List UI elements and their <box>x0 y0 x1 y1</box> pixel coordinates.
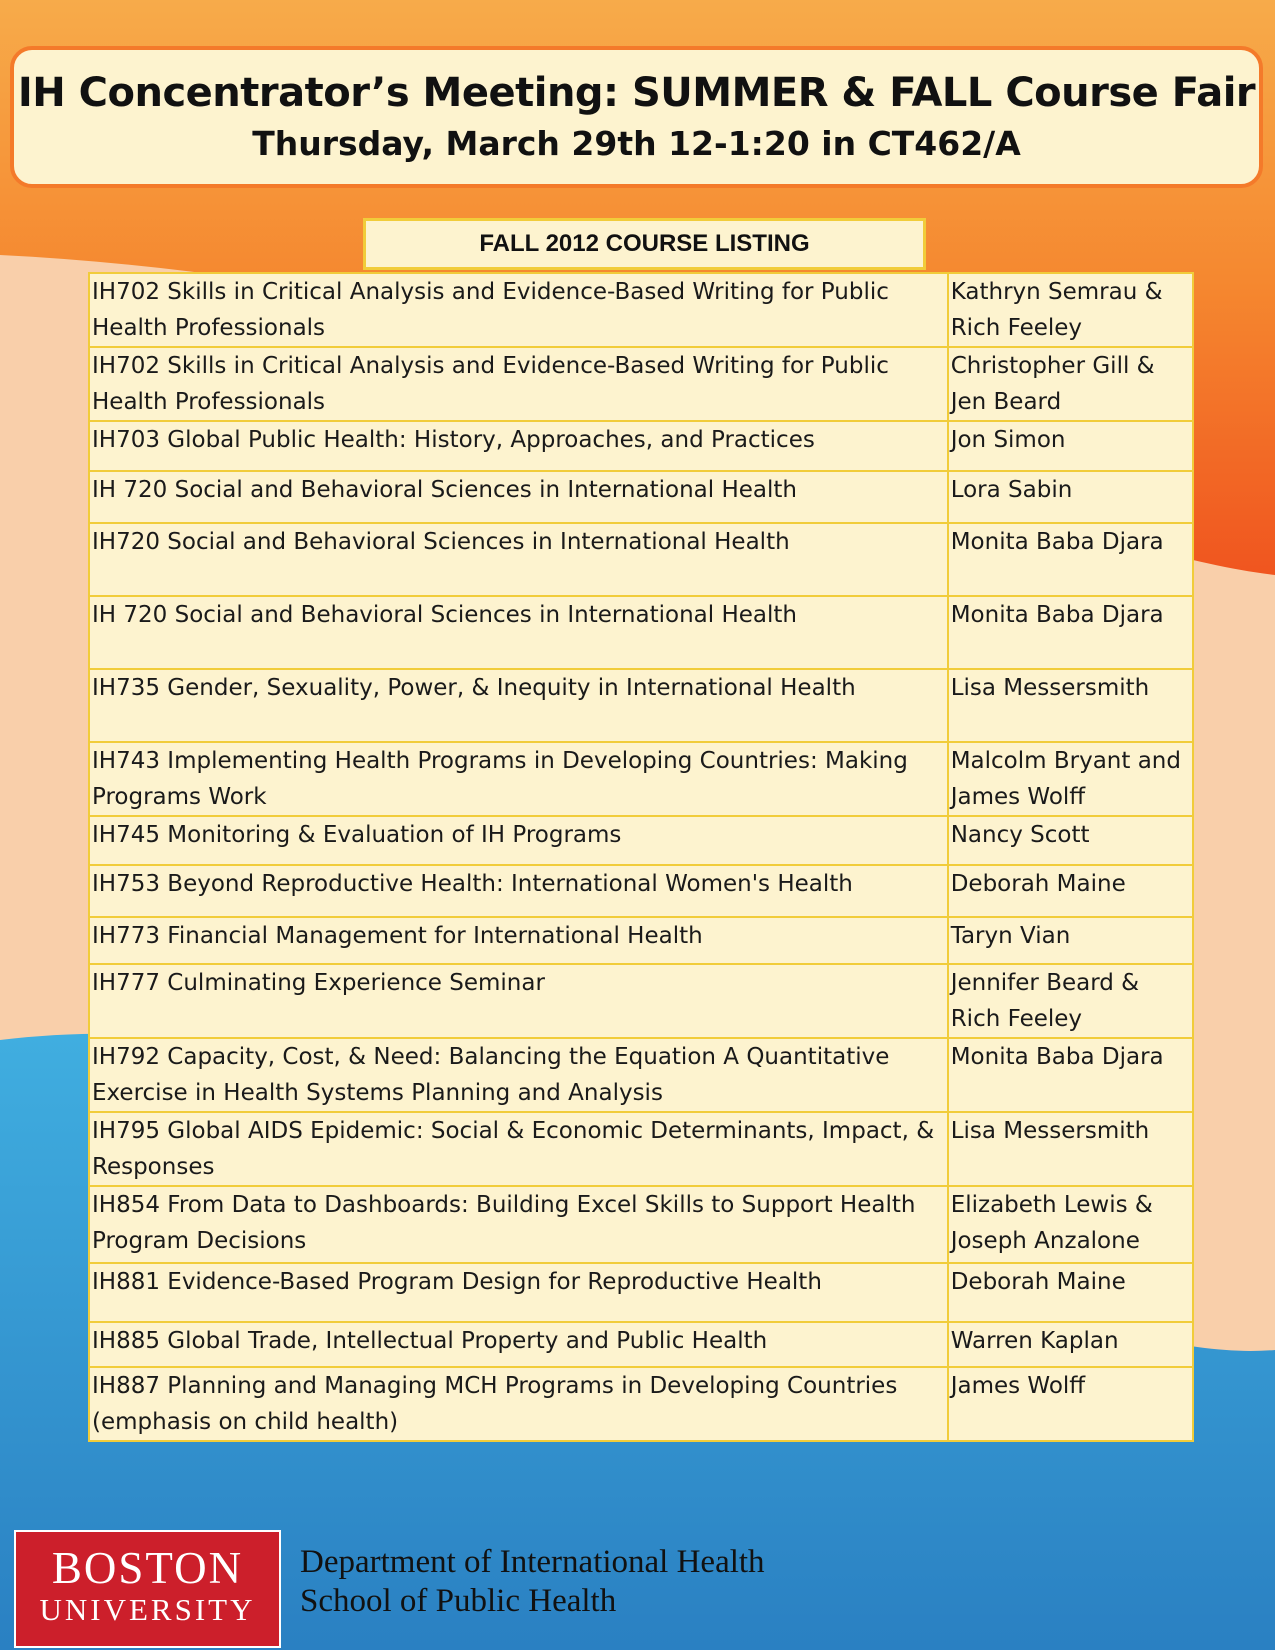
course-instructor: Jon Simon <box>948 421 1193 471</box>
course-title: IH735 Gender, Sexuality, Power, & Inequity in International Health <box>89 669 948 742</box>
department-line-2: School of Public Health <box>300 1583 617 1619</box>
department-name <box>300 1543 765 1621</box>
course-title: IH854 From Data to Dashboards: Building Excel Skills to Support Health Program Decisions <box>89 1186 948 1263</box>
course-instructor: Deborah Maine <box>948 865 1193 917</box>
table-row <box>89 1186 1193 1263</box>
course-instructor: Lisa Messersmith <box>948 669 1193 742</box>
header-banner <box>10 46 1263 188</box>
course-instructor: Monita Baba Djara <box>948 596 1193 669</box>
table-row <box>89 1263 1193 1322</box>
course-title: IH743 Implementing Health Programs in Developing Countries: Making Programs Work <box>89 742 948 816</box>
course-title: IH745 Monitoring & Evaluation of IH Programs <box>89 816 948 865</box>
table-row <box>89 865 1193 917</box>
course-title: IH887 Planning and Managing MCH Programs in Developing Countries (emphasis on child health) <box>89 1367 948 1441</box>
course-instructor: Christopher Gill & Jen Beard <box>948 347 1193 421</box>
course-instructor: Warren Kaplan <box>948 1322 1193 1367</box>
course-table <box>88 272 1194 1442</box>
table-row <box>89 964 1193 1038</box>
table-row <box>89 1112 1193 1186</box>
table-row <box>89 273 1193 347</box>
table-row <box>89 596 1193 669</box>
table-row <box>89 1322 1193 1367</box>
bu-logo <box>14 1530 281 1648</box>
course-title: IH703 Global Public Health: History, Approaches, and Practices <box>89 421 948 471</box>
course-title: IH773 Financial Management for International Health <box>89 917 948 964</box>
table-row <box>89 1367 1193 1441</box>
table-row <box>89 347 1193 421</box>
table-row <box>89 471 1193 523</box>
course-title: IH777 Culminating Experience Seminar <box>89 964 948 1038</box>
course-instructor: Kathryn Semrau & Rich Feeley <box>948 273 1193 347</box>
course-title: IH 720 Social and Behavioral Sciences in International Health <box>89 596 948 669</box>
logo-line-2: UNIVERSITY <box>39 1592 256 1627</box>
logo-line-1: BOSTON <box>51 1543 244 1593</box>
course-instructor: Lisa Messersmith <box>948 1112 1193 1186</box>
table-row <box>89 669 1193 742</box>
table-row <box>89 816 1193 865</box>
course-instructor: Monita Baba Djara <box>948 523 1193 596</box>
table-row <box>89 917 1193 964</box>
course-instructor: Lora Sabin <box>948 471 1193 523</box>
course-title: IH702 Skills in Critical Analysis and Evidence-Based Writing for Public Health Professionals <box>89 273 948 347</box>
table-row <box>89 1038 1193 1112</box>
course-title: IH753 Beyond Reproductive Health: International Women's Health <box>89 865 948 917</box>
page-title: IH Concentrator’s Meeting: SUMMER & FALL Course Fair <box>17 70 1256 116</box>
table-row <box>89 523 1193 596</box>
course-title: IH 720 Social and Behavioral Sciences in International Health <box>89 471 948 523</box>
course-instructor: James Wolff <box>948 1367 1193 1441</box>
course-instructor: Taryn Vian <box>948 917 1193 964</box>
course-instructor: Jennifer Beard & Rich Feeley <box>948 964 1193 1038</box>
course-title: IH720 Social and Behavioral Sciences in International Health <box>89 523 948 596</box>
course-instructor: Elizabeth Lewis & Joseph Anzalone <box>948 1186 1193 1263</box>
course-instructor: Malcolm Bryant and James Wolff <box>948 742 1193 816</box>
department-line-1: Department of International Health <box>300 1544 765 1580</box>
course-table-body <box>89 273 1193 1441</box>
course-title: IH792 Capacity, Cost, & Need: Balancing the Equation A Quantitative Exercise in Health Systems Planning and Analysis <box>89 1038 948 1112</box>
course-title: IH885 Global Trade, Intellectual Property and Public Health <box>89 1322 948 1367</box>
course-instructor: Deborah Maine <box>948 1263 1193 1322</box>
course-title: IH795 Global AIDS Epidemic: Social & Economic Determinants, Impact, & Responses <box>89 1112 948 1186</box>
course-title: IH881 Evidence-Based Program Design for Reproductive Health <box>89 1263 948 1322</box>
course-title: IH702 Skills in Critical Analysis and Evidence-Based Writing for Public Health Professionals <box>89 347 948 421</box>
table-row <box>89 421 1193 471</box>
course-listing-heading: FALL 2012 COURSE LISTING <box>363 218 926 270</box>
course-instructor: Monita Baba Djara <box>948 1038 1193 1112</box>
meeting-details: Thursday, March 29th 12-1:20 in CT462/A <box>252 124 1021 163</box>
course-instructor: Nancy Scott <box>948 816 1193 865</box>
table-row <box>89 742 1193 816</box>
